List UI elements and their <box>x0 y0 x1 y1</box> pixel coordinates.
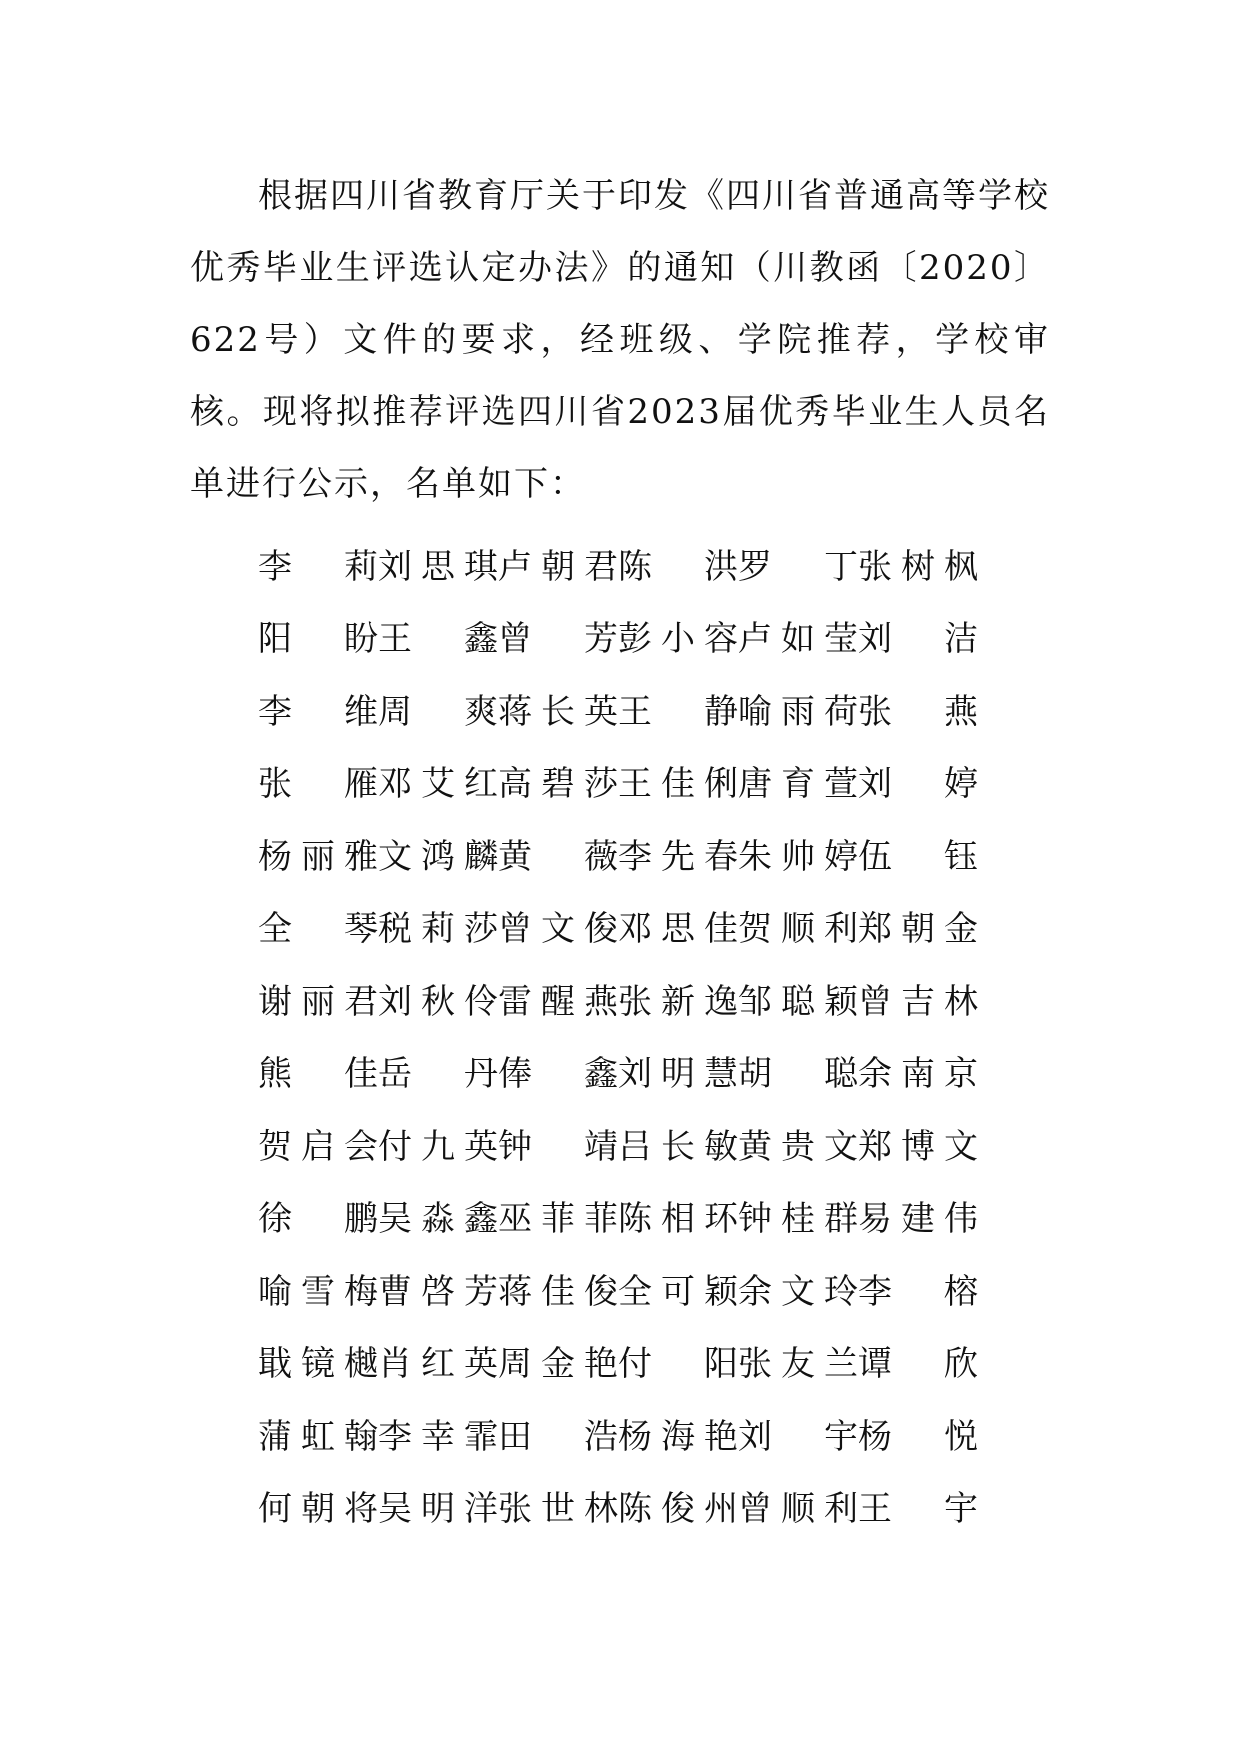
name-row <box>258 1035 1018 1108</box>
name-list <box>258 527 1018 1542</box>
name-entry: 曾 芳 <box>498 619 618 660</box>
name-entry: 李 幸 霏 <box>378 1416 498 1457</box>
name-entry: 肖 红 英 <box>378 1344 498 1385</box>
name-entry: 黄 薇 <box>498 836 618 877</box>
name-row <box>258 745 1018 818</box>
name-entry: 阳 盼 <box>258 619 378 660</box>
name-entry: 吴 明 洋 <box>378 1489 498 1530</box>
name-entry: 刘 婷 <box>858 764 978 805</box>
name-entry: 文 鸿 麟 <box>378 836 498 877</box>
name-entry: 刘 秋 伶 <box>378 981 498 1022</box>
name-entry: 王 鑫 <box>378 619 498 660</box>
name-entry: 田 浩 <box>498 1416 618 1457</box>
name-entry: 刘 洁 <box>858 619 978 660</box>
name-entry: 张 友 兰 <box>738 1344 858 1385</box>
name-entry: 王 静 <box>618 691 738 732</box>
name-entry: 雷 醒 燕 <box>498 981 618 1022</box>
name-entry: 周 爽 <box>378 691 498 732</box>
name-entry: 曹 啓 芳 <box>378 1271 498 1312</box>
name-entry: 税 莉 莎 <box>378 909 498 950</box>
name-entry: 邓 艾 红 <box>378 764 498 805</box>
name-entry: 蒲 虹 翰 <box>258 1416 378 1457</box>
name-entry: 张 世 林 <box>498 1489 618 1530</box>
name-entry: 贺 顺 利 <box>738 909 858 950</box>
name-entry: 付 九 英 <box>378 1126 498 1167</box>
name-entry: 喻 雨 荷 <box>738 691 858 732</box>
name-row <box>258 962 1018 1035</box>
name-row <box>258 672 1018 745</box>
name-entry: 余 南 京 <box>858 1054 978 1095</box>
name-entry: 谢 丽 君 <box>258 981 378 1022</box>
name-entry: 吕 长 敏 <box>618 1126 738 1167</box>
name-entry: 熊 佳 <box>258 1054 378 1095</box>
name-entry: 全 琴 <box>258 909 378 950</box>
name-entry: 易 建 伟 <box>858 1199 978 1240</box>
name-entry: 伍 钰 <box>858 836 978 877</box>
name-entry: 杨 丽 雅 <box>258 836 378 877</box>
name-entry: 全 可 颖 <box>618 1271 738 1312</box>
name-entry: 李 维 <box>258 691 378 732</box>
name-entry: 高 碧 莎 <box>498 764 618 805</box>
name-entry: 刘 明 慧 <box>618 1054 738 1095</box>
name-entry: 蒋 长 英 <box>498 691 618 732</box>
name-entry: 黄 贵 文 <box>738 1126 858 1167</box>
name-entry: 张 燕 <box>858 691 978 732</box>
name-entry: 杨 悦 <box>858 1416 978 1457</box>
name-entry: 徐 鹏 <box>258 1199 378 1240</box>
name-entry: 巫 菲 菲 <box>498 1199 618 1240</box>
name-entry: 曾 文 俊 <box>498 909 618 950</box>
name-entry: 谭 欣 <box>858 1344 978 1385</box>
name-entry: 俸 鑫 <box>498 1054 618 1095</box>
name-entry: 卢 朝 君 <box>498 546 618 587</box>
name-entry: 李 榕 <box>858 1271 978 1312</box>
name-entry: 付 阳 <box>618 1344 738 1385</box>
name-entry: 陈 洪 <box>618 546 738 587</box>
name-row <box>258 1107 1018 1180</box>
name-entry: 陈 俊 州 <box>618 1489 738 1530</box>
name-row <box>258 817 1018 890</box>
name-entry: 吴 淼 鑫 <box>378 1199 498 1240</box>
name-row <box>258 1470 1018 1543</box>
name-entry: 卢 如 莹 <box>738 619 858 660</box>
name-entry: 朱 帅 婷 <box>738 836 858 877</box>
name-entry: 戢 镜 樾 <box>258 1344 378 1385</box>
name-entry: 郑 朝 金 <box>858 909 978 950</box>
name-entry: 刘 宇 <box>738 1416 858 1457</box>
name-entry: 刘 思 琪 <box>378 546 498 587</box>
name-entry: 张 新 逸 <box>618 981 738 1022</box>
name-entry: 郑 博 文 <box>858 1126 978 1167</box>
name-row <box>258 1325 1018 1398</box>
name-entry: 罗 丁 <box>738 546 858 587</box>
name-entry: 曾 吉 林 <box>858 981 978 1022</box>
name-entry: 何 朝 将 <box>258 1489 378 1530</box>
name-entry: 李 莉 <box>258 546 378 587</box>
name-entry: 胡 聪 <box>738 1054 858 1095</box>
name-entry: 杨 海 艳 <box>618 1416 738 1457</box>
name-entry: 钟 桂 群 <box>738 1199 858 1240</box>
name-entry: 蒋 佳 俊 <box>498 1271 618 1312</box>
name-entry: 岳 丹 <box>378 1054 498 1095</box>
name-entry: 周 金 艳 <box>498 1344 618 1385</box>
name-entry: 喻 雪 梅 <box>258 1271 378 1312</box>
name-row <box>258 600 1018 673</box>
intro-paragraph: 根据四川省教育厅关于印发《四川省普通高等学校优秀毕业生评选认定办法》的通知（川教函〔2020〕622号）文件的要求，经班级、学院推荐，学校审核。现将拟推荐评选四川省2023届优秀毕业生人员名单进行公示，名单如下： <box>190 176 1050 504</box>
name-row <box>258 1397 1018 1470</box>
name-entry: 王 宇 <box>858 1489 978 1530</box>
name-entry: 邹 聪 颖 <box>738 981 858 1022</box>
name-entry: 唐 育 萱 <box>738 764 858 805</box>
name-entry: 陈 相 环 <box>618 1199 738 1240</box>
name-entry: 钟 靖 <box>498 1126 618 1167</box>
name-entry: 余 文 玲 <box>738 1271 858 1312</box>
name-entry: 张 树 枫 <box>858 546 978 587</box>
name-row <box>258 527 1018 600</box>
name-entry: 王 佳 俐 <box>618 764 738 805</box>
name-entry: 曾 顺 利 <box>738 1489 858 1530</box>
name-row <box>258 1252 1018 1325</box>
name-entry: 李 先 春 <box>618 836 738 877</box>
name-entry: 贺 启 会 <box>258 1126 378 1167</box>
name-row <box>258 890 1018 963</box>
name-entry: 邓 思 佳 <box>618 909 738 950</box>
name-entry: 彭 小 容 <box>618 619 738 660</box>
name-entry: 张 雁 <box>258 764 378 805</box>
name-row <box>258 1180 1018 1253</box>
